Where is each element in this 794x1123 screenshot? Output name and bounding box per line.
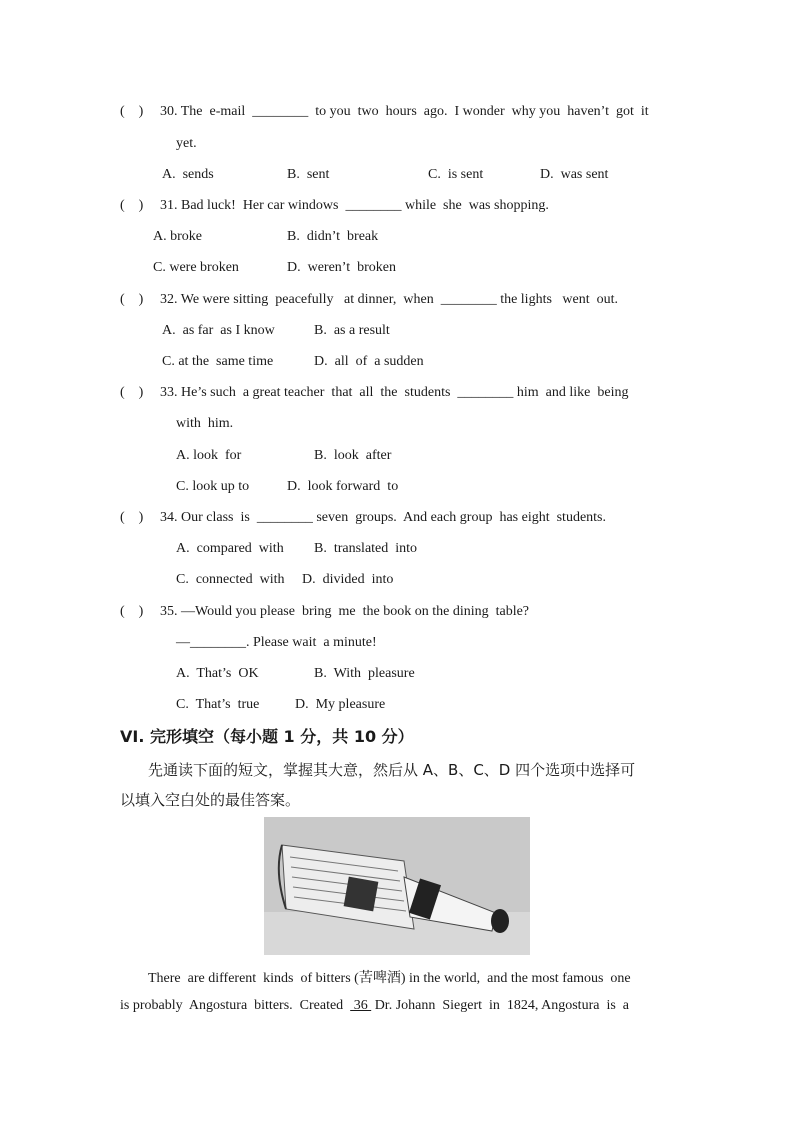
- question-34-option-c[interactable]: C. connected with: [176, 572, 285, 587]
- question-32-stem: 32. We were sitting peacefully at dinner, when ________ the lights went out.: [160, 292, 619, 307]
- question-35-stem-cont: —________. Please wait a minute!: [176, 635, 377, 650]
- answer-paren-33[interactable]: ( ): [120, 385, 144, 400]
- question-33-option-a[interactable]: A. look for: [176, 448, 242, 463]
- question-32-option-d[interactable]: D. all of a sudden: [314, 354, 424, 369]
- passage-line-2: [120, 998, 629, 1014]
- answer-paren-32[interactable]: ( ): [120, 292, 144, 307]
- blank-36[interactable]: 36: [350, 998, 372, 1013]
- question-33-stem-cont: with him.: [176, 416, 234, 431]
- question-31-option-d[interactable]: D. weren’t broken: [287, 260, 396, 275]
- question-32-option-b[interactable]: B. as a result: [314, 323, 390, 338]
- question-34-option-d[interactable]: D. divided into: [302, 572, 394, 587]
- answer-paren-30[interactable]: ( ): [120, 104, 144, 119]
- question-33-option-d[interactable]: D. look forward to: [287, 479, 399, 494]
- section-heading: VI. 完形填空（每小题 1 分，共 10 分）: [120, 727, 414, 746]
- passage-line-2-start: is probably Angostura bitters. Created: [120, 998, 351, 1013]
- question-35-stem: 35. —Would you please bring me the book on the dining table?: [160, 604, 530, 619]
- question-34-option-a[interactable]: A. compared with: [176, 541, 284, 556]
- answer-paren-35[interactable]: ( ): [120, 604, 144, 619]
- question-33-option-b[interactable]: B. look after: [314, 448, 392, 463]
- passage-line-2-end: Dr. Johann Siegert in 1824, Angostura is a: [371, 998, 629, 1013]
- bottle-illustration: [264, 817, 530, 955]
- section-instruction-1: 先通读下面的短文，掌握其大意，然后从 A、B、C、D 四个选项中选择可: [148, 761, 636, 779]
- question-30-stem: 30. The e-mail ________ to you two hours ago. I wonder why you haven’t got it: [160, 104, 649, 119]
- question-30-stem-cont: yet.: [176, 136, 197, 151]
- question-30-option-b[interactable]: B. sent: [287, 167, 330, 182]
- question-30-option-a[interactable]: A. sends: [162, 167, 214, 182]
- bitters-bottle-photo: [264, 817, 530, 955]
- question-32-option-a[interactable]: A. as far as I know: [162, 323, 275, 338]
- question-33-stem: 33. He’s such a great teacher that all the students ________ him and like being: [160, 385, 629, 400]
- question-35-option-a[interactable]: A. That’s OK: [176, 666, 259, 681]
- question-31-stem: 31. Bad luck! Her car windows ________ while she was shopping.: [160, 198, 549, 213]
- question-31-option-c[interactable]: C. were broken: [153, 260, 239, 275]
- question-35-option-c[interactable]: C. That’s true: [176, 697, 260, 712]
- question-30-option-d[interactable]: D. was sent: [540, 167, 609, 182]
- question-34-option-b[interactable]: B. translated into: [314, 541, 418, 556]
- question-32-option-c[interactable]: C. at the same time: [162, 354, 274, 369]
- question-31-option-b[interactable]: B. didn’t break: [287, 229, 379, 244]
- question-35-option-b[interactable]: B. With pleasure: [314, 666, 415, 681]
- question-34-stem: 34. Our class is ________ seven groups. And each group has eight students.: [160, 510, 606, 525]
- question-33-option-c[interactable]: C. look up to: [176, 479, 250, 494]
- question-31-option-a[interactable]: A. broke: [153, 229, 202, 244]
- passage-line-1: There are different kinds of bitters (苦啤酒) in the world, and the most famous one: [148, 971, 631, 986]
- answer-paren-31[interactable]: ( ): [120, 198, 144, 213]
- section-instruction-2: 以填入空白处的最佳答案。: [120, 791, 301, 809]
- question-30-option-c[interactable]: C. is sent: [428, 167, 484, 182]
- answer-paren-34[interactable]: ( ): [120, 510, 144, 525]
- question-35-option-d[interactable]: D. My pleasure: [295, 697, 386, 712]
